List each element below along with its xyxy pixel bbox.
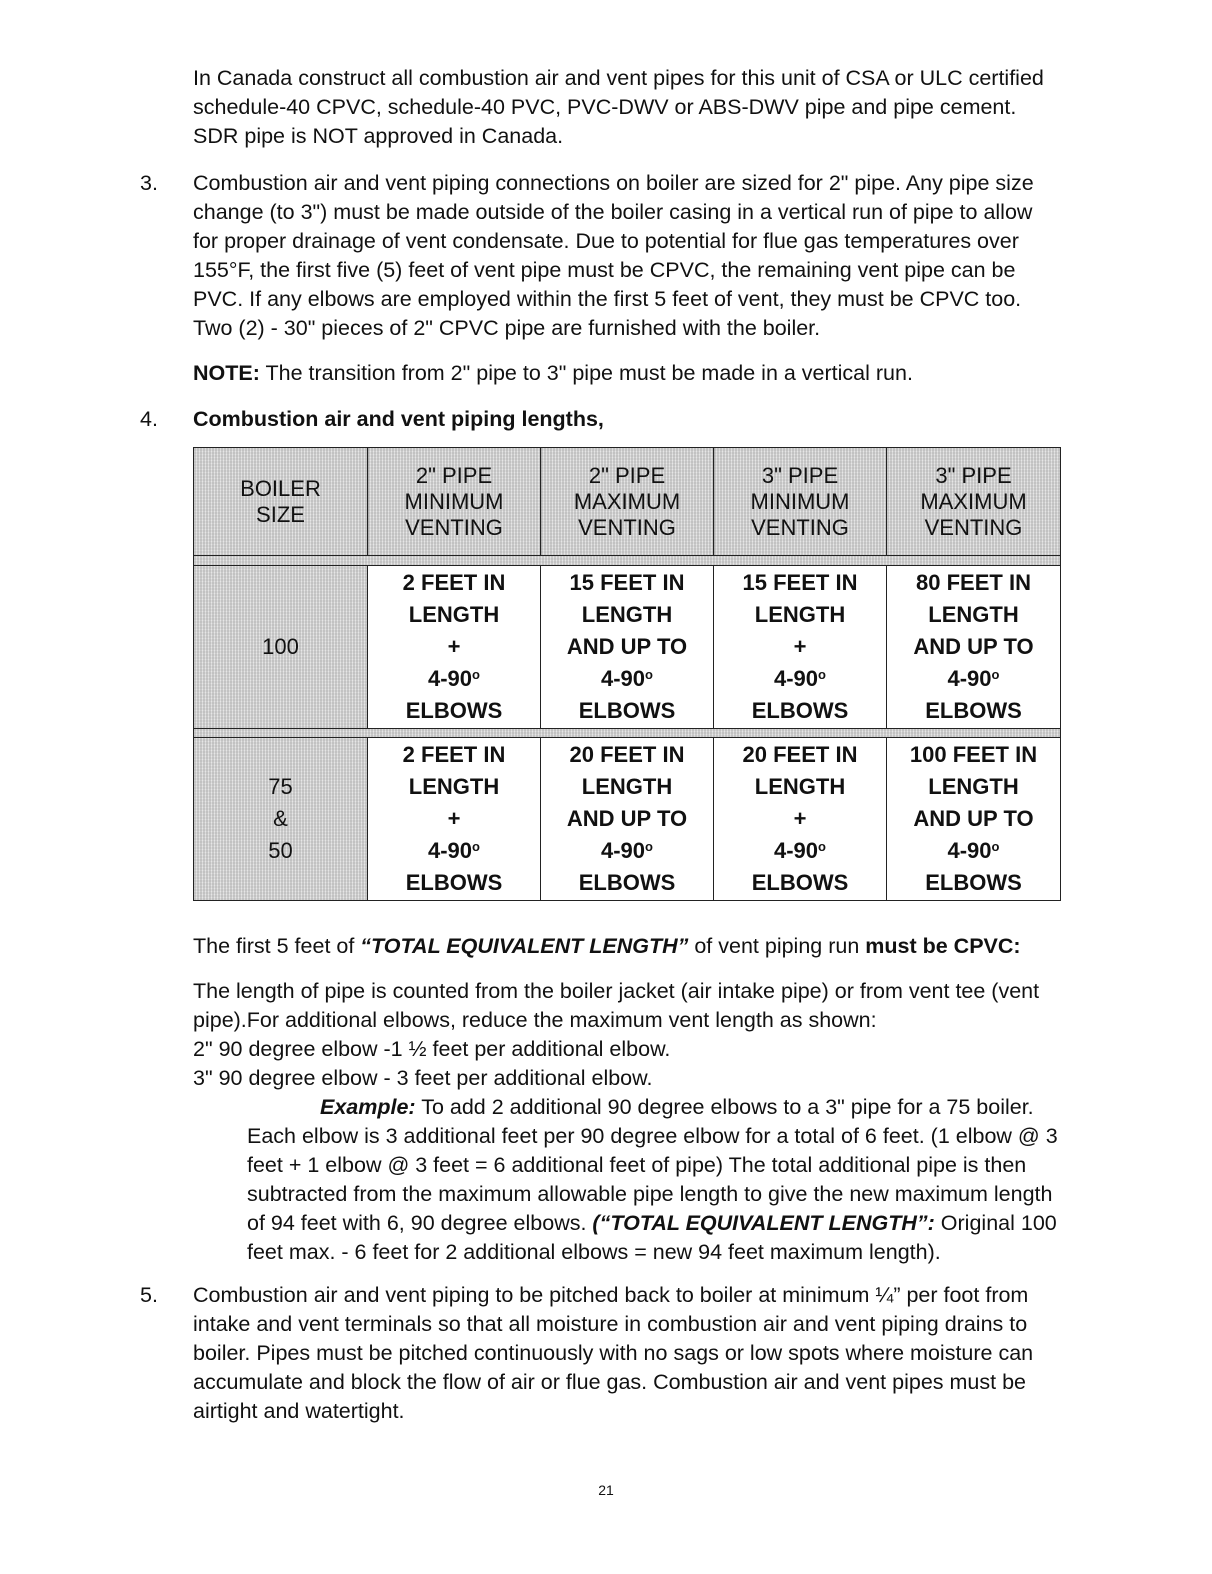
table-cell: 100 FEET IN LENGTH AND UP TO 4-90$^o$ ELBOWS — [887, 737, 1061, 900]
item-5-paragraph: Combustion air and vent piping to be pitched back to boiler at minimum ¼” per foot from intake and vent terminals so that all moisture in combustion air and vent piping drains to boiler. Pipes must be pitched continuously with no sags or low spots where moisture can accumulate and block the flow of air or flue gas. Combustion air and vent pipes must be airtight and watertight. — [193, 1283, 1034, 1423]
example-label: Example: — [320, 1095, 416, 1119]
item-3-number: 3. — [140, 171, 158, 195]
table-divider — [194, 728, 1061, 737]
length-paragraph: The length of pipe is counted from the boiler jacket (air intake pipe) or from vent tee (vent pipe).For additional elbows, reduce the maximum vent length as shown: 2" 90 degree elbow -1 ½ feet per additional elbow. 3" 90 degree elbow - 3 feet per additional elbow. — [193, 979, 1040, 1090]
item-5-number: 5. — [140, 1283, 158, 1307]
table-cell: 20 FEET IN LENGTH + $4-90^o$ ELBOWS — [714, 737, 887, 900]
note-text: The transition from 2" pipe to 3" pipe must be made in a vertical run. — [259, 361, 913, 385]
table-cell: 2 FEET IN LENGTH + $4-90^o$ ELBOWS — [368, 737, 541, 900]
table-cell: 20 FEET IN LENGTH AND UP TO 4-90$^o$ ELBOWS — [541, 737, 714, 900]
table-cell: 80 FEET IN LENGTH AND UP TO 4-90$^o$ ELBOWS — [887, 565, 1061, 728]
table-cell: 15 FEET IN LENGTH + $4-90^o$ ELBOWS — [714, 565, 887, 728]
note-line — [193, 359, 1153, 388]
item-3-paragraph — [193, 169, 1153, 343]
intro-line: schedule-40 CPVC, schedule-40 PVC, PVC-DWV or ABS-DWV pipe and pipe cement. — [193, 95, 1017, 119]
item-4-number: 4. — [140, 407, 158, 431]
table-cell: 2 FEET IN LENGTH + $4-90^o$ ELBOWS — [368, 565, 541, 728]
item-3-line: change (to 3") must be made outside of the boiler casing in a vertical run of pipe to allow — [193, 200, 1033, 224]
header-3in-minimum: 3" PIPE MINIMUM VENTING — [714, 448, 887, 556]
intro-paragraph — [193, 64, 1153, 151]
intro-line: SDR pipe is NOT approved in Canada. — [193, 124, 564, 148]
item-3-line: 155°F, the first five (5) feet of vent pipe must be CPVC, the remaining vent pipe can be — [193, 258, 1016, 282]
example-paragraph: Example: To add 2 additional 90 degree elbows to a 3" pipe for a 75 boiler. Each elbow is 3 additional feet per 90 degree elbow for a total of 6 feet. (1 elbow @ 3 feet + 1 elbow @ 3 feet = 6 additional feet of pipe) The total additional pipe is then subtracted from the maximum allowable pipe length to give the new maximum length of 94 feet with 6, 90 degree elbows. (“TOTAL EQUIVALENT LENGTH”: Original 100 feet max. - 6 feet for 2 additional elbows = new 94 feet maximum length). — [247, 1095, 1058, 1264]
header-boiler-size: BOILER SIZE — [194, 448, 368, 556]
total-equivalent-length-emphasis: “TOTAL EQUIVALENT LENGTH” — [360, 934, 689, 958]
table-header-row — [194, 448, 1061, 556]
table-row — [194, 565, 1061, 728]
table-divider — [194, 556, 1061, 565]
must-be-cpvc: must be CPVC: — [865, 934, 1021, 958]
boiler-size-cell: 75 & 50 — [194, 737, 368, 900]
item-3-line: for proper drainage of vent condensate. Due to potential for flue gas temperatures over — [193, 229, 1019, 253]
venting-length-table — [193, 447, 1061, 901]
cpvc-requirement-line: The first 5 feet of “TOTAL EQUIVALENT LENGTH” of vent piping run must be CPVC: — [193, 934, 1021, 958]
header-3in-maximum: 3" PIPE MAXIMUM VENTING — [887, 448, 1061, 556]
page-number: 21 — [598, 1482, 614, 1498]
header-2in-minimum: 2" PIPE MINIMUM VENTING — [368, 448, 541, 556]
item-3-line: Combustion air and vent piping connections on boiler are sized for 2" pipe. Any pipe size — [193, 171, 1034, 195]
item-3-line: PVC. If any elbows are employed within the first 5 feet of vent, they must be CPVC too. — [193, 287, 1022, 311]
header-2in-maximum: 2" PIPE MAXIMUM VENTING — [541, 448, 714, 556]
boiler-size-cell: 100 — [194, 565, 368, 728]
table-row — [194, 737, 1061, 900]
table-cell: 15 FEET IN LENGTH AND UP TO 4-90$^o$ ELBOWS — [541, 565, 714, 728]
item-3-line: Two (2) - 30" pieces of 2" CPVC pipe are furnished with the boiler. — [193, 316, 821, 340]
item-4-heading — [193, 405, 1153, 434]
item-4-heading-text: Combustion air and vent piping lengths, — [193, 407, 604, 431]
note-label: NOTE: — [193, 361, 260, 385]
intro-line: In Canada construct all combustion air and vent pipes for this unit of CSA or ULC certified — [193, 66, 1044, 90]
